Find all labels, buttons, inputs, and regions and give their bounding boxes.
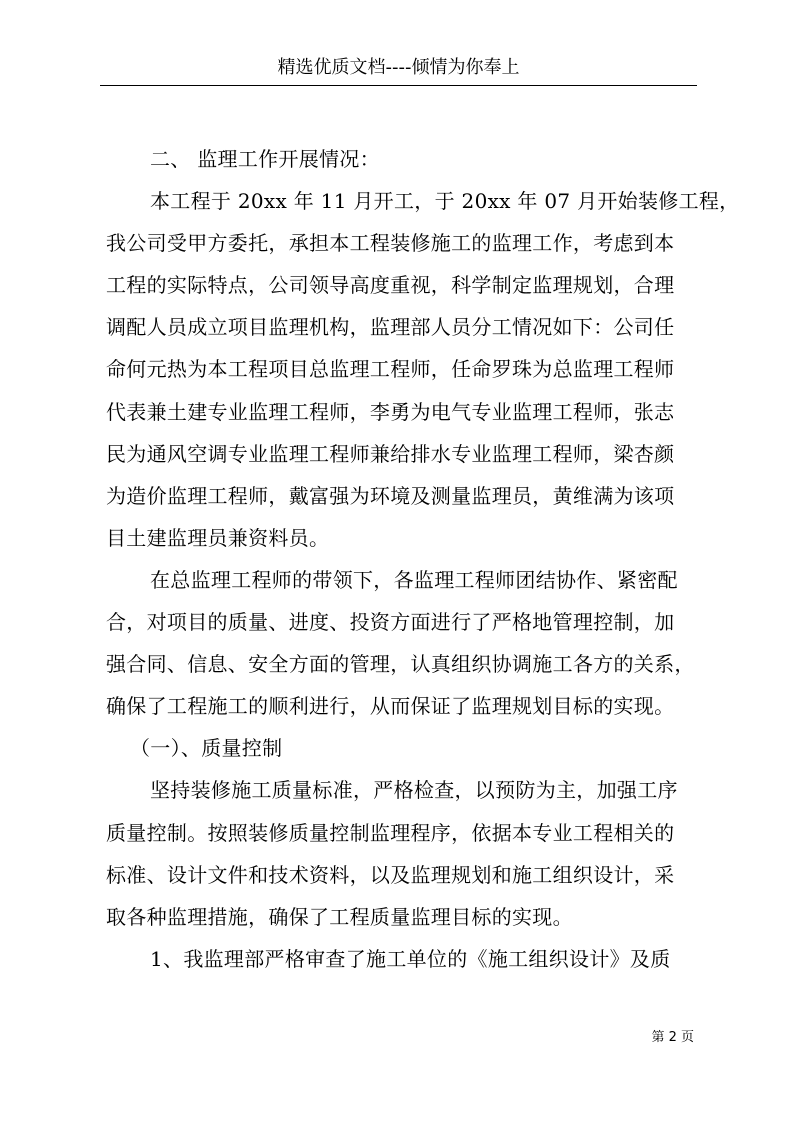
paragraph-line: 取各种监理措施，确保了工程质量监理目标的实现。 [106, 904, 573, 929]
page-number: 第 2 页 [651, 1030, 694, 1045]
paragraph-line: 强合同、信息、安全方面的管理，认真组织协调施工各方的关系， [106, 652, 695, 677]
paragraph-line: 命何元热为本工程项目总监理工程师，任命罗珠为总监理工程师 [106, 357, 675, 382]
subsection-heading: （一）、质量控制 [130, 736, 283, 761]
paragraph-line: 民为通风空调专业监理工程师兼给排水专业监理工程师，梁杏颜 [106, 441, 675, 466]
paragraph-line: 确保了工程施工的顺利进行，从而保证了监理规划目标的实现。 [106, 694, 675, 719]
paragraph-line: 目土建监理员兼资料员。 [106, 525, 330, 550]
paragraph-line: 标准、设计文件和技术资料，以及监理规划和施工组织设计，采 [106, 862, 675, 887]
paragraph-line: 我公司受甲方委托，承担本工程装修施工的监理工作，考虑到本 [106, 231, 675, 256]
paragraph-line: 合，对项目的质量、进度、投资方面进行了严格地管理控制，加 [106, 610, 675, 635]
page-header-title: 精选优质文档----倾情为你奉上 [277, 57, 520, 78]
paragraph-line: 工程的实际特点，公司领导高度重视，科学制定监理规划，合理 [106, 273, 675, 298]
paragraph-line: 1、我监理部严格审查了施工单位的《施工组织设计》及质 [150, 946, 671, 971]
paragraph-line: 调配人员成立项目监理机构，监理部人员分工情况如下：公司任 [106, 315, 675, 340]
document-body [106, 138, 740, 980]
paragraph-line: 为造价监理工程师，戴富强为环境及测量监理员，黄维满为该项 [106, 483, 675, 508]
paragraph-line: 在总监理工程师的带领下，各监理工程师团结协作、紧密配 [150, 567, 678, 592]
paragraph-line: 质量控制。按照装修质量控制监理程序，依据本专业工程相关的 [106, 820, 675, 845]
paragraph-line: 本工程于 20xx 年 11 月开工，于 20xx 年 07 月开始装修工程， [150, 189, 740, 214]
section-heading: 二、 监理工作开展情况： [150, 147, 380, 171]
paragraph-line: 坚持装修施工质量标准，严格检查，以预防为主，加强工序 [150, 778, 678, 803]
paragraph-line: 代表兼土建专业监理工程师，李勇为电气专业监理工程师，张志 [106, 399, 675, 424]
header-divider [100, 85, 697, 86]
